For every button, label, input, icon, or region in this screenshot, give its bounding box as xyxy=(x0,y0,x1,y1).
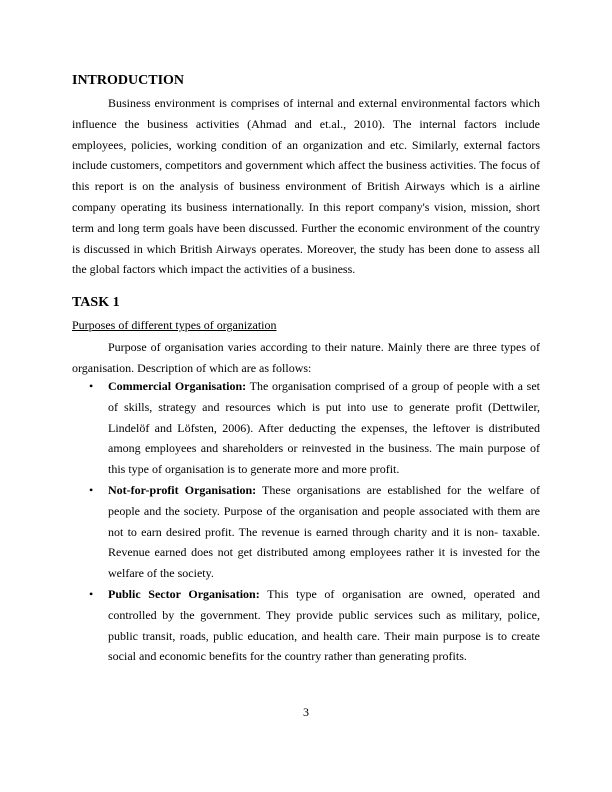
bullet-term: Not-for-profit Organisation: xyxy=(108,482,257,497)
task1-paragraph: Purpose of organisation varies according to their nature. Mainly there are three types of organisation. Description of which are as follows: xyxy=(72,340,540,375)
bullet-icon: • xyxy=(89,482,94,497)
bullet-text: These organisations are established for the welfare of people and the society. Purpose of the organisation and people associated with them are not to earn desired profit. The revenue is earned through charity and it is non- taxable. Revenue earned does not get distributed among employees rather it is invested for the welfare of the society. xyxy=(108,482,541,581)
list-item-commercial xyxy=(72,376,540,480)
list-item-public-sector xyxy=(72,584,540,667)
bullet-term: Public Sector Organisation: xyxy=(108,586,260,601)
task1-subheading: Purposes of different types of organization xyxy=(72,318,277,332)
introduction-paragraph: Business environment is comprises of internal and external environmental factors which influence the business activities (Ahmad and et.al., 2010). The internal factors include employees, policies, working condition of an organization and etc. Similarly, external factors include customers, competitors and government which affect the business activities. The focus of this report is on the analysis of business environment of British Airways which is a airline company operating its business internationally. In this report company's vision, mission, short term and long term goals have been discussed. Further the economic environment of the country is discussed in which British Airways operates. Moreover, the study has been done to assess all the global factors which impact the activities of a business. xyxy=(72,96,540,277)
task1-heading: TASK 1 xyxy=(72,295,120,310)
bullet-text: The organisation comprised of a group of people with a set of skills, strategy and resources which is put into use to generate profit (Dettwiler, Lindelöf and Löfsten, 2006). After deducting the expenses, the leftover is distributed among employees and shareholders or reinvested in the business. The main purpose of this type of organisation is to generate more and more profit. xyxy=(108,379,540,477)
bullet-term: Commercial Organisation: xyxy=(108,379,247,393)
list-item-not-for-profit xyxy=(72,480,540,584)
bullet-text: This type of organisation are owned, operated and controlled by the government. They provide public services such as military, police, public transit, roads, public education, and health care. Their main purpose is to create social and economic benefits for the country rather than generating profits. xyxy=(108,586,540,664)
organisation-types-list xyxy=(72,376,540,667)
page-number: 3 xyxy=(303,705,309,719)
bullet-icon: • xyxy=(89,379,94,393)
introduction-heading: INTRODUCTION xyxy=(72,73,185,88)
bullet-icon: • xyxy=(89,586,94,601)
